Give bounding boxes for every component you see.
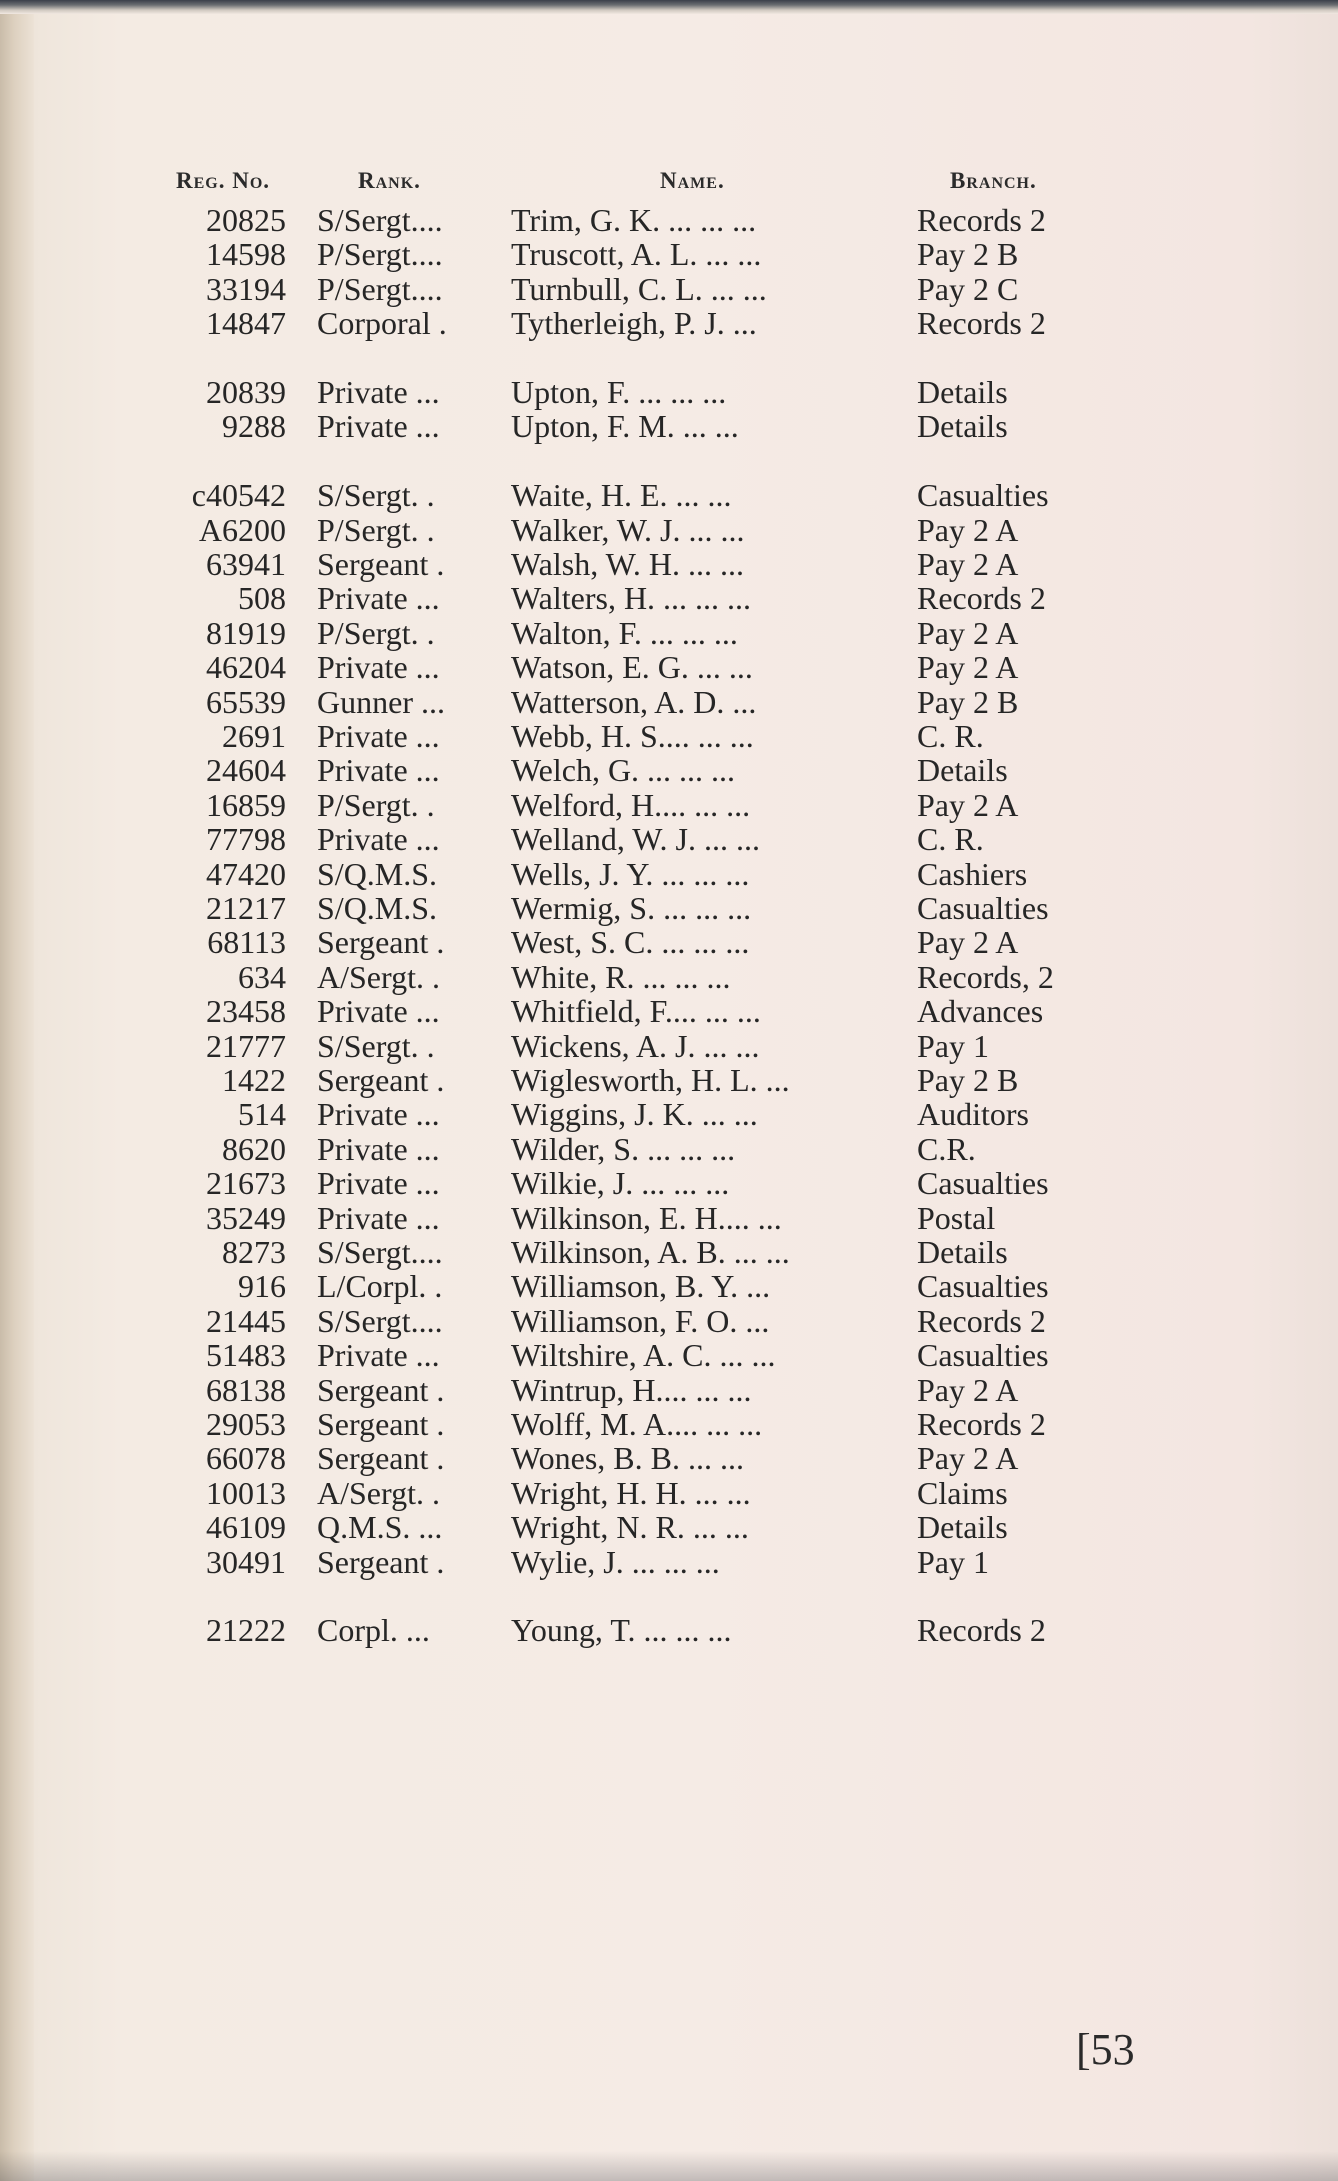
reg-no-cell: 21777: [206, 1028, 286, 1064]
reg-no-cell: 8620: [222, 1131, 286, 1167]
listing-row: [0, 1373, 1338, 1407]
reg-no-cell: 2691: [222, 718, 286, 754]
reg-no-cell: 46204: [206, 649, 286, 685]
name-cell: West, S. C. ... ... ...: [511, 924, 750, 960]
listing-row: [0, 478, 1338, 512]
branch-cell: Pay 1: [917, 1544, 989, 1580]
rank-cell: Private ...: [317, 408, 440, 444]
branch-cell: Records 2: [917, 305, 1046, 341]
name-cell: Wolff, M. A.... ... ...: [511, 1406, 763, 1442]
listing-row: [0, 1545, 1338, 1579]
reg-no-cell: 23458: [206, 993, 286, 1029]
name-cell: Wiglesworth, H. L. ...: [511, 1062, 790, 1098]
listing-row: [0, 237, 1338, 271]
reg-no-cell: 47420: [206, 856, 286, 892]
branch-cell: Casualties: [917, 1337, 1049, 1373]
listing-row: [0, 1063, 1338, 1097]
header-reg-no: Reg. No.: [176, 168, 271, 193]
reg-no-cell: 1422: [222, 1062, 286, 1098]
branch-cell: Postal: [917, 1200, 996, 1236]
name-cell: Wright, H. H. ... ...: [511, 1475, 751, 1511]
listing-row: [0, 1269, 1338, 1303]
listing-row: [0, 1097, 1338, 1131]
rank-cell: Private ...: [317, 752, 440, 788]
branch-cell: Casualties: [917, 477, 1049, 513]
reg-no-cell: A6200: [198, 512, 286, 548]
reg-no-cell: 46109: [206, 1509, 286, 1545]
reg-no-cell: 81919: [206, 615, 286, 651]
name-cell: Williamson, F. O. ...: [511, 1303, 770, 1339]
rank-cell: Private ...: [317, 1165, 440, 1201]
name-cell: Welch, G. ... ... ...: [511, 752, 736, 788]
reg-no-cell: 14598: [206, 236, 286, 272]
column-header-row: [0, 168, 1338, 202]
name-cell: Truscott, A. L. ... ...: [511, 236, 762, 272]
listing-row: [0, 1029, 1338, 1063]
name-cell: Wells, J. Y. ... ... ...: [511, 856, 750, 892]
branch-cell: Records, 2: [917, 959, 1054, 995]
reg-no-cell: 63941: [206, 546, 286, 582]
branch-cell: Pay 2 A: [917, 546, 1019, 582]
branch-cell: Details: [917, 1509, 1008, 1545]
reg-no-cell: 51483: [206, 1337, 286, 1373]
rank-cell: S/Sergt. .: [317, 1028, 435, 1064]
reg-no-cell: 20839: [206, 374, 286, 410]
reg-no-cell: 14847: [206, 305, 286, 341]
name-cell: Wiltshire, A. C. ... ...: [511, 1337, 776, 1373]
name-cell: Wintrup, H.... ... ...: [511, 1372, 752, 1408]
branch-cell: Details: [917, 374, 1008, 410]
rank-cell: S/Sergt. .: [317, 477, 435, 513]
name-cell: Upton, F. M. ... ...: [511, 408, 739, 444]
reg-no-cell: 30491: [206, 1544, 286, 1580]
branch-cell: Auditors: [917, 1096, 1029, 1132]
name-cell: Wright, N. R. ... ...: [511, 1509, 749, 1545]
rank-cell: P/Sergt....: [317, 236, 443, 272]
rank-cell: Private ...: [317, 1200, 440, 1236]
rank-cell: A/Sergt. .: [317, 959, 440, 995]
branch-cell: Records 2: [917, 1612, 1046, 1648]
branch-cell: Claims: [917, 1475, 1008, 1511]
rank-cell: Sergeant .: [317, 924, 445, 960]
name-cell: Watterson, A. D. ...: [511, 684, 757, 720]
branch-cell: Records 2: [917, 202, 1046, 238]
branch-cell: Pay 2 A: [917, 924, 1019, 960]
reg-no-cell: c40542: [191, 477, 286, 513]
reg-no-cell: 514: [238, 1096, 286, 1132]
name-cell: Wilkinson, A. B. ... ...: [511, 1234, 790, 1270]
header-name: Name.: [660, 168, 725, 193]
listing-row: [0, 1407, 1338, 1441]
header-rank: Rank.: [358, 168, 421, 193]
page-top-edge: [0, 0, 1338, 14]
name-cell: Watson, E. G. ... ...: [511, 649, 753, 685]
branch-cell: Details: [917, 408, 1008, 444]
rank-cell: S/Q.M.S.: [317, 890, 438, 926]
header-branch: Branch.: [950, 168, 1037, 193]
listing-row: [0, 513, 1338, 547]
name-cell: Webb, H. S.... ... ...: [511, 718, 754, 754]
rank-cell: S/Sergt....: [317, 202, 443, 238]
reg-no-cell: 21217: [206, 890, 286, 926]
reg-no-cell: 16859: [206, 787, 286, 823]
listing-row: [0, 272, 1338, 306]
page-number: [53: [1076, 2025, 1135, 2074]
listing-row: [0, 616, 1338, 650]
listing-row: [0, 1441, 1338, 1475]
listing-row: [0, 1338, 1338, 1372]
reg-no-cell: 21673: [206, 1165, 286, 1201]
rank-cell: P/Sergt. .: [317, 512, 435, 548]
reg-no-cell: 20825: [206, 202, 286, 238]
reg-no-cell: 21222: [206, 1612, 286, 1648]
branch-cell: Pay 1: [917, 1028, 989, 1064]
name-cell: Wickens, A. J. ... ...: [511, 1028, 760, 1064]
listing-row: [0, 306, 1338, 340]
branch-cell: C. R.: [917, 821, 984, 857]
rank-cell: Sergeant .: [317, 546, 445, 582]
listing-row: [0, 857, 1338, 891]
name-cell: Wilder, S. ... ... ...: [511, 1131, 736, 1167]
branch-cell: Pay 2 C: [917, 271, 1019, 307]
listing-row: [0, 1476, 1338, 1510]
listing-row: [0, 375, 1338, 409]
reg-no-cell: 508: [238, 580, 286, 616]
branch-cell: Records 2: [917, 580, 1046, 616]
listing-row: [0, 1304, 1338, 1338]
listing-row: [0, 581, 1338, 615]
reg-no-cell: 29053: [206, 1406, 286, 1442]
listing-row: [0, 685, 1338, 719]
listing-row: [0, 891, 1338, 925]
rank-cell: Private ...: [317, 1096, 440, 1132]
listing-row: [0, 822, 1338, 856]
listing-row: [0, 788, 1338, 822]
name-cell: Walters, H. ... ... ...: [511, 580, 752, 616]
branch-cell: Casualties: [917, 890, 1049, 926]
listing-row: [0, 1132, 1338, 1166]
rank-cell: Sergeant .: [317, 1062, 445, 1098]
name-cell: Wones, B. B. ... ...: [511, 1440, 744, 1476]
listing-row: [0, 547, 1338, 581]
name-cell: Williamson, B. Y. ...: [511, 1268, 771, 1304]
rank-cell: L/Corpl. .: [317, 1268, 443, 1304]
rank-cell: Private ...: [317, 1131, 440, 1167]
rank-cell: Private ...: [317, 649, 440, 685]
reg-no-cell: 66078: [206, 1440, 286, 1476]
name-cell: Trim, G. K. ... ... ...: [511, 202, 757, 238]
name-cell: White, R. ... ... ...: [511, 959, 731, 995]
reg-no-cell: 77798: [206, 821, 286, 857]
reg-no-cell: 9288: [222, 408, 286, 444]
reg-no-cell: 21445: [206, 1303, 286, 1339]
reg-no-cell: 35249: [206, 1200, 286, 1236]
rank-cell: Gunner ...: [317, 684, 445, 720]
branch-cell: Pay 2 A: [917, 1440, 1019, 1476]
name-cell: Waite, H. E. ... ...: [511, 477, 732, 513]
listing-row: [0, 409, 1338, 443]
name-cell: Turnbull, C. L. ... ...: [511, 271, 767, 307]
name-cell: Wilkinson, E. H.... ...: [511, 1200, 782, 1236]
branch-cell: Details: [917, 1234, 1008, 1270]
reg-no-cell: 68113: [207, 924, 286, 960]
reg-no-cell: 634: [238, 959, 286, 995]
name-cell: Wylie, J. ... ... ...: [511, 1544, 720, 1580]
name-cell: Whitfield, F.... ... ...: [511, 993, 761, 1029]
name-cell: Wermig, S. ... ... ...: [511, 890, 752, 926]
listing-row: [0, 1166, 1338, 1200]
listing-row: [0, 753, 1338, 787]
branch-cell: Cashiers: [917, 856, 1028, 892]
branch-cell: Records 2: [917, 1406, 1046, 1442]
page-bottom-shadow: [0, 2151, 1338, 2181]
name-cell: Walker, W. J. ... ...: [511, 512, 745, 548]
branch-cell: Pay 2 B: [917, 236, 1019, 272]
reg-no-cell: 8273: [222, 1234, 286, 1270]
branch-cell: Pay 2 B: [917, 1062, 1019, 1098]
rank-cell: Q.M.S. ...: [317, 1509, 443, 1545]
rank-cell: Private ...: [317, 993, 440, 1029]
branch-cell: C. R.: [917, 718, 984, 754]
listing-row: [0, 1235, 1338, 1269]
rank-cell: Private ...: [317, 580, 440, 616]
rank-cell: Sergeant .: [317, 1372, 445, 1408]
name-cell: Wilkie, J. ... ... ...: [511, 1165, 730, 1201]
listing-row: [0, 203, 1338, 237]
branch-cell: Pay 2 A: [917, 787, 1019, 823]
rank-cell: Private ...: [317, 374, 440, 410]
rank-cell: S/Q.M.S.: [317, 856, 438, 892]
listing-row: [0, 960, 1338, 994]
reg-no-cell: 65539: [206, 684, 286, 720]
branch-cell: Advances: [917, 993, 1044, 1029]
listing-row: [0, 994, 1338, 1028]
rank-cell: Sergeant .: [317, 1544, 445, 1580]
name-cell: Wiggins, J. K. ... ...: [511, 1096, 758, 1132]
branch-cell: Pay 2 B: [917, 684, 1019, 720]
name-cell: Welland, W. J. ... ...: [511, 821, 760, 857]
rank-cell: Private ...: [317, 1337, 440, 1373]
rank-cell: Private ...: [317, 821, 440, 857]
rank-cell: P/Sergt. .: [317, 615, 435, 651]
name-cell: Young, T. ... ... ...: [511, 1612, 732, 1648]
branch-cell: Pay 2 A: [917, 649, 1019, 685]
reg-no-cell: 24604: [206, 752, 286, 788]
branch-cell: Casualties: [917, 1165, 1049, 1201]
rank-cell: Sergeant .: [317, 1406, 445, 1442]
branch-cell: C.R.: [917, 1131, 976, 1167]
rank-cell: S/Sergt....: [317, 1234, 443, 1270]
branch-cell: Pay 2 A: [917, 1372, 1019, 1408]
branch-cell: Details: [917, 752, 1008, 788]
branch-cell: Pay 2 A: [917, 512, 1019, 548]
rank-cell: Sergeant .: [317, 1440, 445, 1476]
listing-row: [0, 925, 1338, 959]
name-cell: Tytherleigh, P. J. ...: [511, 305, 757, 341]
branch-cell: Pay 2 A: [917, 615, 1019, 651]
rank-cell: A/Sergt. .: [317, 1475, 440, 1511]
rank-cell: Corpl. ...: [317, 1612, 430, 1648]
name-cell: Upton, F. ... ... ...: [511, 374, 727, 410]
rank-cell: P/Sergt....: [317, 271, 443, 307]
listing-row: [0, 719, 1338, 753]
branch-cell: Casualties: [917, 1268, 1049, 1304]
listing-row: [0, 1613, 1338, 1647]
reg-no-cell: 68138: [206, 1372, 286, 1408]
reg-no-cell: 10013: [206, 1475, 286, 1511]
name-cell: Walsh, W. H. ... ...: [511, 546, 744, 582]
reg-no-cell: 33194: [206, 271, 286, 307]
name-cell: Walton, F. ... ... ...: [511, 615, 738, 651]
reg-no-cell: 916: [238, 1268, 286, 1304]
listing-row: [0, 1201, 1338, 1235]
rank-cell: P/Sergt. .: [317, 787, 435, 823]
rank-cell: S/Sergt....: [317, 1303, 443, 1339]
listing-row: [0, 1510, 1338, 1544]
branch-cell: Records 2: [917, 1303, 1046, 1339]
rank-cell: Private ...: [317, 718, 440, 754]
name-cell: Welford, H.... ... ...: [511, 787, 751, 823]
rank-cell: Corporal .: [317, 305, 447, 341]
listing-row: [0, 650, 1338, 684]
